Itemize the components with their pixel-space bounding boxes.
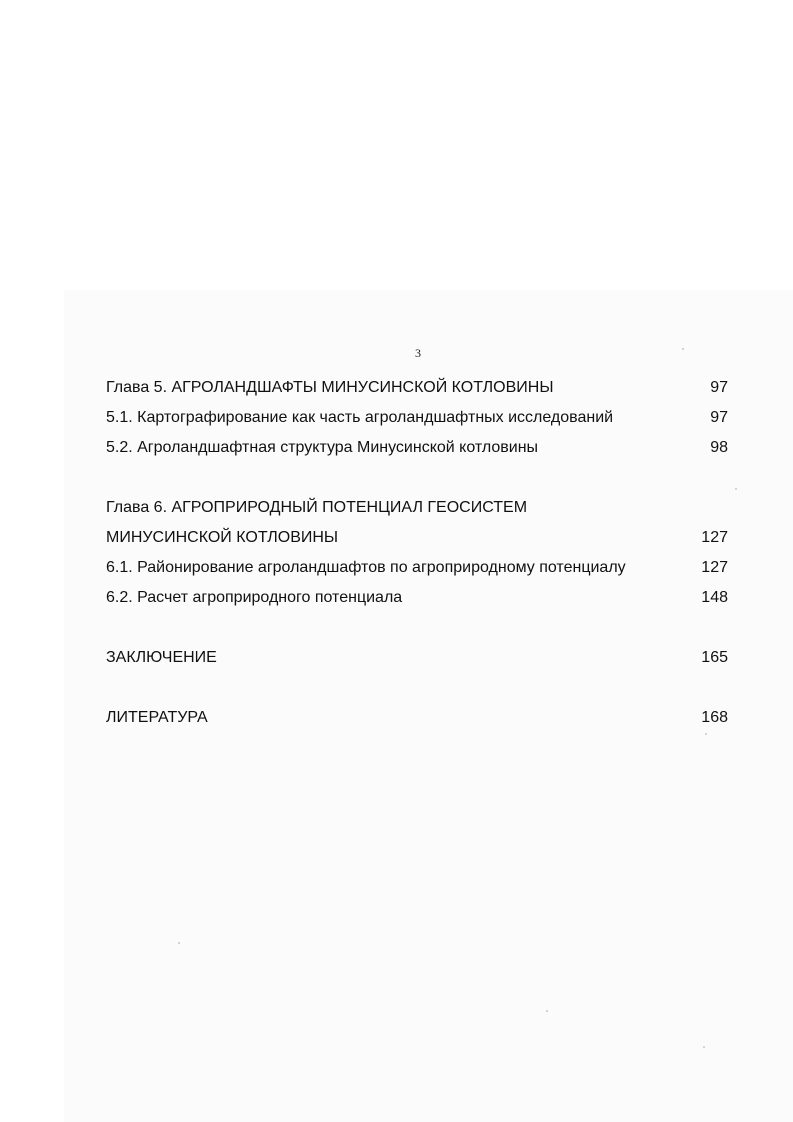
- scan-speck: [703, 1046, 705, 1048]
- toc-entry-section-5-1: [106, 403, 728, 433]
- toc-entry-label: 5.2. Агроландшафтная структура Минусинской котловины: [106, 439, 539, 456]
- toc-entry-page: 165: [701, 649, 728, 666]
- toc-entry-label: ЗАКЛЮЧЕНИЕ: [106, 649, 217, 666]
- scan-speck: [682, 348, 684, 350]
- toc-entry-label: Глава 6. АГРОПРИРОДНЫЙ ПОТЕНЦИАЛ ГЕОСИСТЕМ: [106, 499, 528, 516]
- page-number: 3: [415, 346, 421, 360]
- toc-entry-label: ЛИТЕРАТУРА: [106, 709, 208, 726]
- scan-speck: [705, 733, 707, 735]
- toc-entry-section-6-1: [106, 553, 728, 583]
- toc-entry-page: 168: [701, 709, 728, 726]
- toc-entry-page: 127: [701, 529, 728, 546]
- toc-entry-page: 98: [710, 439, 728, 456]
- toc-entry-label: 5.1. Картографирование как часть агроландшафтных исследований: [106, 409, 614, 426]
- toc-entry-references: [106, 703, 728, 733]
- scan-speck: [178, 942, 180, 944]
- toc-entry-page: 127: [701, 559, 728, 576]
- toc-entry-page: 97: [710, 409, 728, 426]
- toc-entry-chapter-6-line-1: [106, 493, 728, 523]
- toc-spacer: [106, 673, 728, 703]
- toc-entry-chapter-5: [106, 373, 728, 403]
- toc-entry-section-5-2: [106, 433, 728, 463]
- toc-entry-section-6-2: [106, 583, 728, 613]
- toc-entry-conclusion: [106, 643, 728, 673]
- toc-entry-label: 6.2. Расчет агроприродного потенциала: [106, 589, 403, 606]
- toc-entry-label: МИНУСИНСКОЙ КОТЛОВИНЫ: [106, 529, 339, 546]
- toc-entry-chapter-6-line-2: [106, 523, 728, 553]
- toc-spacer: [106, 463, 728, 493]
- scan-speck: [735, 488, 737, 490]
- toc-entry-page: 97: [710, 379, 728, 396]
- scan-speck: [546, 1010, 548, 1012]
- toc-entry-label: Глава 5. АГРОЛАНДШАФТЫ МИНУСИНСКОЙ КОТЛОВИНЫ: [106, 379, 554, 396]
- toc-entry-label: 6.1. Районирование агроландшафтов по агроприродному потенциалу: [106, 559, 626, 576]
- table-of-contents: [106, 373, 728, 733]
- toc-entry-page: 148: [701, 589, 728, 606]
- toc-spacer: [106, 613, 728, 643]
